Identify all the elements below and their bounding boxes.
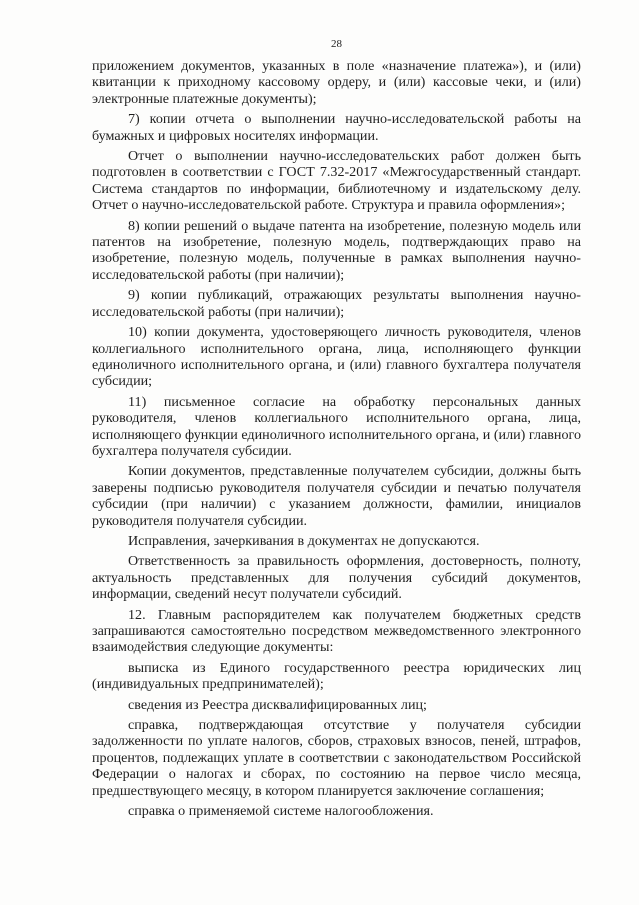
page-number: 28: [331, 38, 342, 50]
paragraph-egrul-extract: выписка из Единого государственного реестра юридических лиц (индивидуальных предпринимателей);: [92, 659, 581, 693]
paragraph-item-10: 10) копии документа, удостоверяющего личность руководителя, членов коллегиального исполнительного органа, лица, исполняющего функции единоличного исполнительного органа, и (или) главного бухгалтера получателя субсидии;: [92, 324, 581, 390]
paragraph-payment-documents: приложением документов, указанных в поле «назначение платежа»), и (или) квитанции к приходному кассовому ордеру, и (или) кассовые чеки, и (или) электронные платежные документы);: [92, 58, 581, 107]
paragraph-item-8: 8) копии решений о выдаче патента на изобретение, полезную модель или патентов на изобретение, полезную модель, подтверждающих право на изобретение, полезную модель, полученные в рамках выполнения научно-исследовательской работы (при наличии);: [92, 217, 581, 283]
paragraph-report-gost: Отчет о выполнении научно-исследовательских работ должен быть подготовлен в соответствии с ГОСТ 7.32-2017 «Межгосударственный стандарт. Система стандартов по информации, библиотечному и издательскому делу. Отчет о научно-исследовательской работе. Структура и правила оформления»;: [92, 148, 581, 214]
paragraph-copies-certified: Копии документов, представленные получателем субсидии, должны быть заверены подписью руководителя получателя субсидии и печатью получателя субсидии (при наличии) с указанием должности, фамилии, инициалов руководителя получателя субсидии.: [92, 463, 581, 529]
paragraph-item-7: 7) копии отчета о выполнении научно-исследовательской работы на бумажных и цифровых носителях информации.: [92, 111, 581, 144]
paragraph-tax-system-certificate: справка о применяемой системе налогообложения.: [128, 803, 434, 820]
paragraph-item-11: 11) письменное согласие на обработку персональных данных руководителя, членов коллегиального исполнительного органа, лица, исполняющего функции единоличного исполнительного органа, и (или) главного бухгалтера получателя субсидии.: [92, 393, 581, 459]
paragraph-tax-debt-certificate: справка, подтверждающая отсутствие у получателя субсидии задолженности по уплате налогов, сборов, страховых взносов, пеней, штрафов, процентов, подлежащих уплате в соответствии с законодательством Российской Федерации о налогах и сборах, по состоянию на первое число месяца, предшествующего месяцу, в котором планируется заключение соглашения;: [92, 717, 581, 799]
paragraph-responsibility: Ответственность за правильность оформления, достоверность, полноту, актуальность представленных для получения субсидий документов, информации, сведений несут получатели субсидий.: [92, 553, 581, 603]
paragraph-no-corrections: Исправления, зачеркивания в документах не допускаются.: [128, 532, 480, 549]
paragraph-disqualified-registry: сведения из Реестра дисквалифицированных лиц;: [128, 696, 427, 713]
paragraph-item-9: 9) копии публикаций, отражающих результаты выполнения научно-исследовательской работы (при наличии);: [92, 287, 581, 320]
paragraph-item-12: 12. Главным распорядителем как получателем бюджетных средств запрашиваются самостоятельно посредством межведомственного электронного взаимодействия следующие документы:: [92, 606, 581, 656]
